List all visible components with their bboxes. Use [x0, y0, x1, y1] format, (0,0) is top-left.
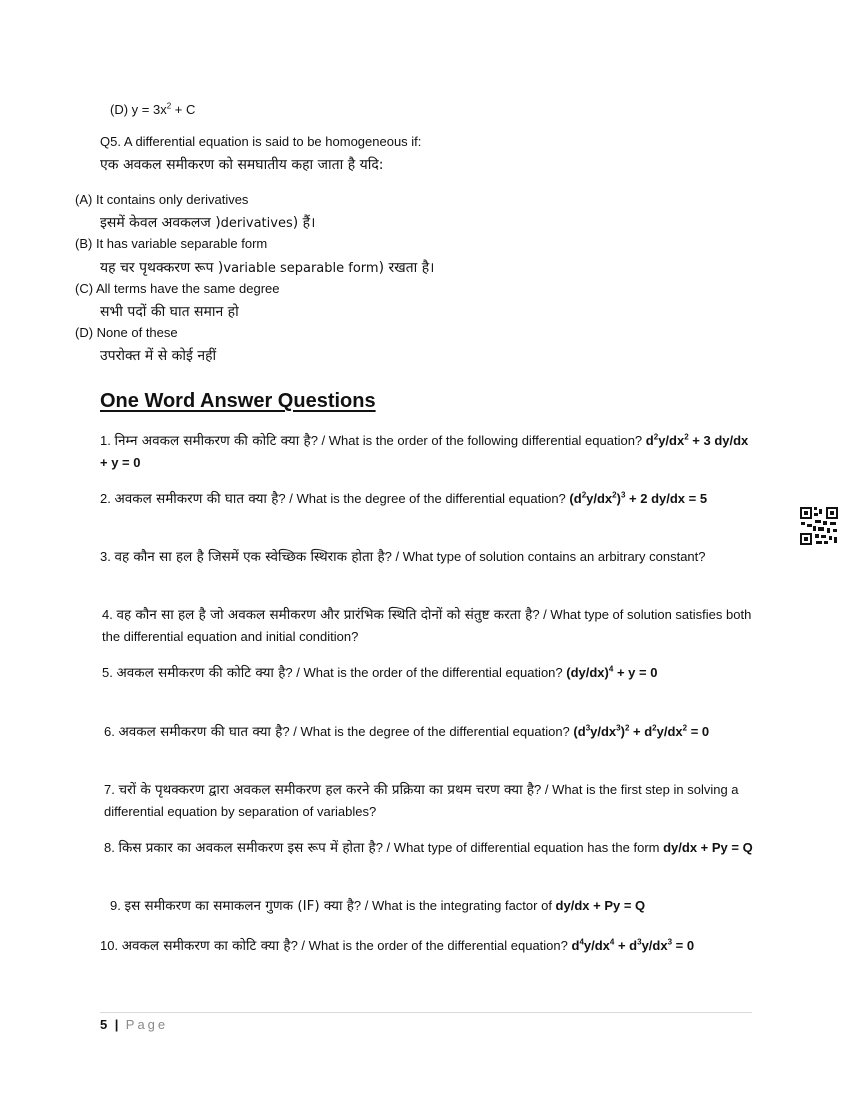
q5-option-a-hindi	[100, 213, 315, 232]
page-number: 5	[100, 1017, 108, 1032]
q5-number: Q5.	[100, 134, 121, 149]
question-hindi: चरों के पृथक्करण द्वारा अवकल समीकरण हल करने की प्रक्रिया का प्रथम चरण क्या है	[118, 782, 535, 798]
question-7	[104, 779, 754, 823]
q5-option-c	[75, 281, 280, 296]
question-2	[100, 488, 750, 510]
question-equation: $d^4y/dx^4 + d^3y/dx^3 = 0$	[567, 937, 695, 953]
option-letter: (A)	[75, 192, 93, 207]
question-english: What type of differential equation has the form	[393, 840, 660, 855]
q5-option-d	[75, 325, 178, 340]
question-separator: ? /	[353, 898, 372, 913]
option-hindi: यह चर पृथक्करण रूप )	[100, 260, 224, 276]
option-hindi-post: ) हैं।	[292, 215, 316, 231]
option-letter: (C)	[75, 281, 94, 296]
prev-option-d	[110, 102, 195, 117]
page-label: Page	[125, 1017, 169, 1032]
question-equation: $(dy/dx)^4 + y = 0$	[562, 664, 658, 680]
option-text-pre: y = 3x	[131, 102, 167, 117]
question-number: 3.	[100, 549, 111, 564]
question-hindi: किस प्रकार का अवकल समीकरण इस रूप में होता है	[118, 840, 376, 856]
q5-english-text: A differential equation is said to be homogeneous if:	[123, 134, 422, 149]
q5-option-a	[75, 192, 248, 207]
qr-code-icon	[799, 506, 839, 546]
question-hindi: वह कौन सा हल है जिसमें एक स्वेच्छिक स्थिराक होता है	[114, 549, 385, 565]
question-number: 4.	[102, 607, 113, 622]
question-separator: ? /	[534, 782, 553, 797]
q5-option-b-hindi	[100, 258, 434, 277]
option-english: It contains only derivatives	[95, 192, 249, 207]
question-hindi: अवकल समीकरण का कोटि क्या है	[121, 938, 291, 954]
option-letter: (D)	[110, 102, 129, 117]
question-hindi: अवकल समीकरण की कोटि क्या है	[116, 665, 286, 681]
option-text-post: + C	[171, 102, 196, 117]
question-separator: ? /	[290, 938, 309, 953]
question-separator: ? /	[310, 433, 329, 448]
question-equation: $d^2y/dx^2 + 3$ dy/dx + y = 0	[100, 432, 749, 470]
question-equation: $(d^3y/dx^3)^2 + d^2y/dx^2 = 0$	[569, 723, 710, 739]
question-english: What is the degree of the differential equation?	[300, 724, 570, 739]
question-english: What is the integrating factor of	[372, 898, 552, 913]
q5-option-c-hindi: सभी पदों की घात समान हो	[100, 304, 239, 320]
question-hindi: निम्न अवकल समीकरण की कोटि क्या है	[114, 433, 311, 449]
question-9	[110, 895, 760, 917]
question-equation: $(d^2y/dx^2)^3 + 2$ dy/dx = 5	[565, 490, 708, 506]
q5-option-b	[75, 236, 267, 251]
question-10	[100, 935, 750, 957]
question-english: What type of solution contains an arbitrary constant?	[402, 549, 706, 564]
question-hindi: अवकल समीकरण की घात क्या है	[114, 491, 279, 507]
option-hindi: इसमें केवल अवकलज )	[100, 215, 221, 231]
question-5	[102, 662, 752, 684]
option-english: It has variable separable form	[95, 236, 268, 251]
footer-divider	[100, 1012, 752, 1013]
section-heading: One Word Answer Questions	[100, 390, 376, 412]
question-equation: dy/dx + Py = Q	[551, 898, 646, 913]
question-number: 5.	[102, 665, 113, 680]
question-hindi: इस समीकरण का समाकलन गुणक (IF) क्या है	[124, 898, 354, 914]
question-number: 2.	[100, 491, 111, 506]
question-3	[100, 546, 750, 568]
question-english: What type of solution satisfies both the differential equation and initial condition?	[102, 607, 752, 644]
question-english: What is the order of the differential equation?	[308, 938, 568, 953]
option-hindi-post: ) रखता है।	[378, 260, 435, 276]
option-hindi-en: variable separable form	[223, 261, 379, 276]
option-letter: (D)	[75, 325, 94, 340]
q5-hindi: एक अवकल समीकरण को समघातीय कहा जाता है यदि:	[100, 157, 384, 173]
q5-option-d-hindi: उपरोक्त में से कोई नहीं	[100, 348, 217, 364]
option-sup: 2	[166, 101, 172, 111]
option-english: None of these	[96, 325, 178, 340]
question-separator: ? /	[282, 724, 301, 739]
question-separator: ? /	[285, 665, 304, 680]
question-number: 9.	[110, 898, 121, 913]
option-hindi-en: derivatives	[220, 216, 293, 231]
question-equation: dy/dx + Py = Q	[659, 840, 753, 855]
question-english: What is the first step in solving a differential equation by separation of variables?	[104, 782, 739, 819]
question-english: What is the degree of the differential equation?	[296, 491, 566, 506]
question-number: 1.	[100, 433, 111, 448]
option-letter: (B)	[75, 236, 93, 251]
question-8	[104, 837, 754, 859]
question-1	[100, 430, 750, 474]
question-hindi: अवकल समीकरण की घात क्या है	[118, 724, 283, 740]
question-english: What is the order of the following differential equation?	[328, 433, 643, 448]
question-number: 8.	[104, 840, 115, 855]
question-number: 6.	[104, 724, 115, 739]
footer	[100, 1016, 168, 1034]
question-separator: ? /	[532, 607, 551, 622]
question-separator: ? /	[278, 491, 297, 506]
option-english: All terms have the same degree	[95, 281, 280, 296]
question-separator: ? /	[375, 840, 394, 855]
question-hindi: वह कौन सा हल है जो अवकल समीकरण और प्रारंभिक स्थिति दोनों को संतुष्ट करता है	[116, 607, 533, 623]
footer-separator: |	[114, 1017, 119, 1032]
question-english: What is the order of the differential equation?	[303, 665, 563, 680]
question-number: 7.	[104, 782, 115, 797]
q5-english	[100, 134, 421, 149]
question-6	[104, 721, 754, 743]
question-separator: ? /	[384, 549, 403, 564]
question-4	[102, 604, 752, 648]
question-number: 10.	[100, 938, 119, 953]
